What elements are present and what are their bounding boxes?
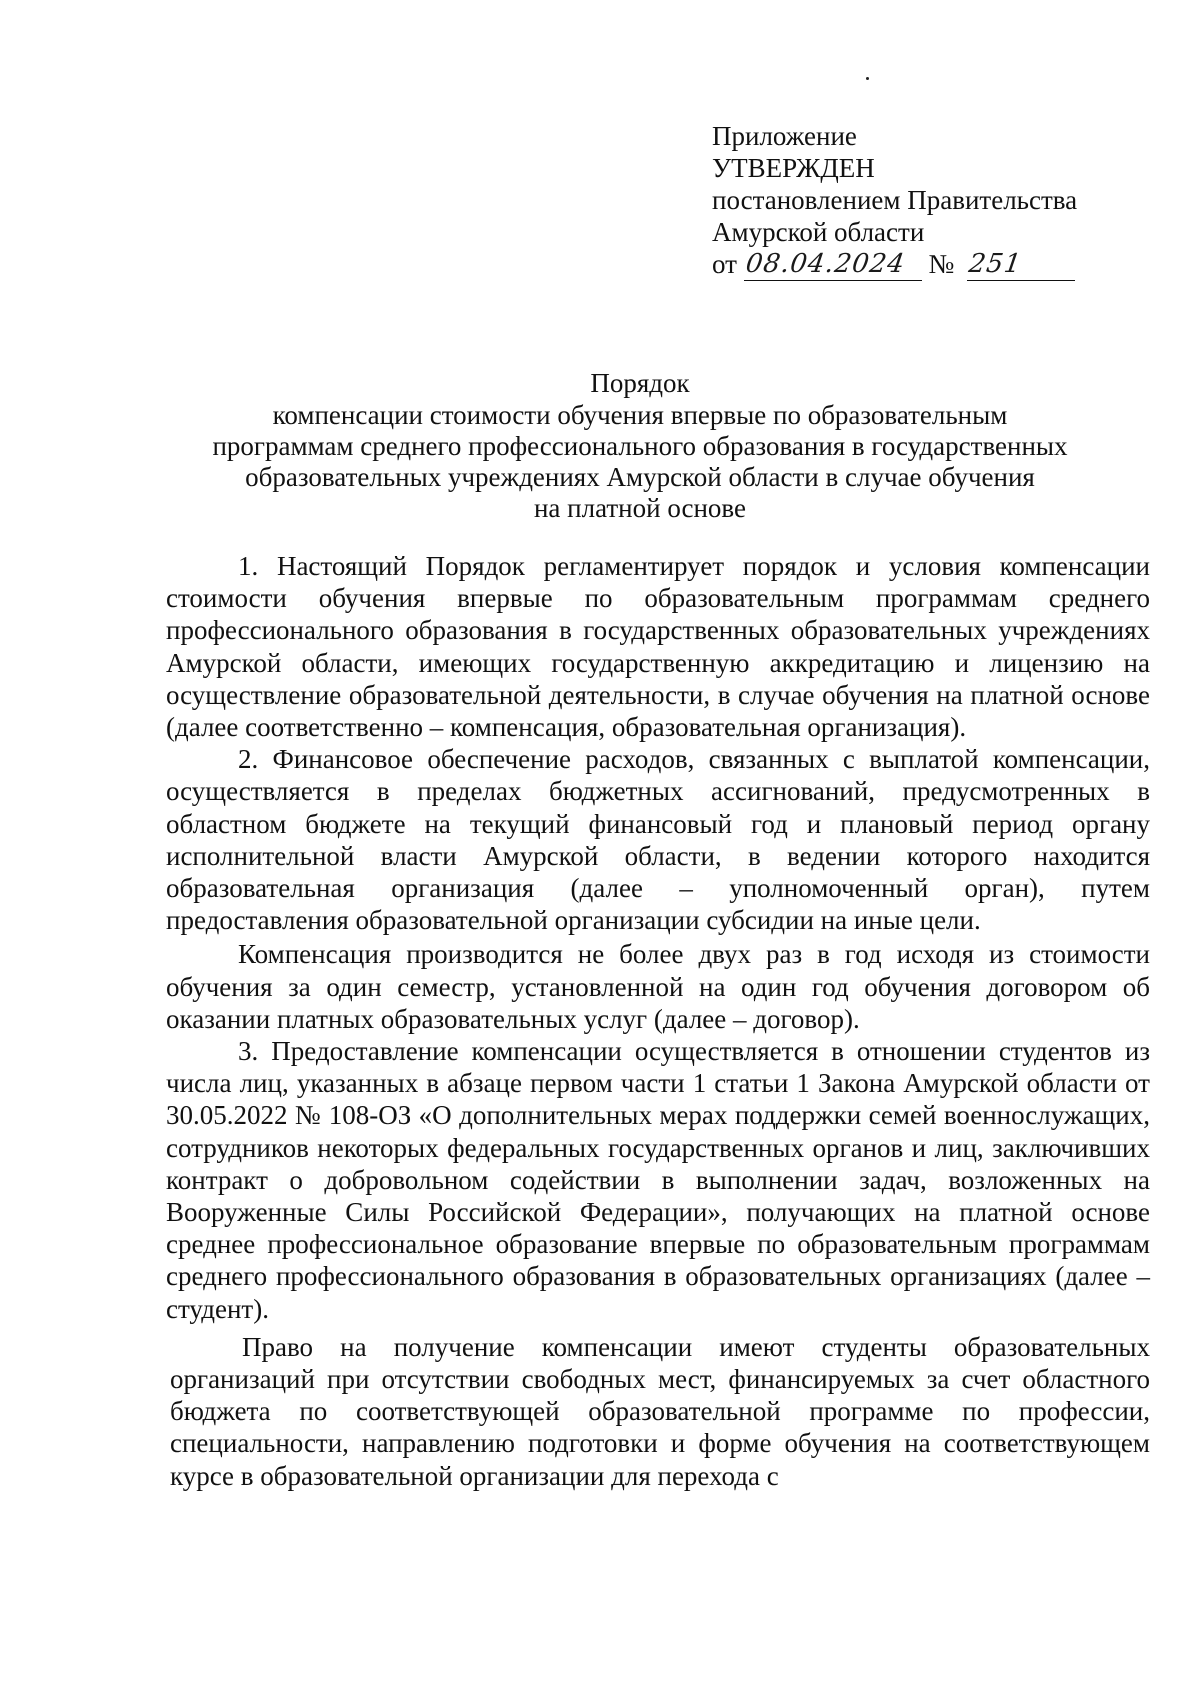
handwritten-number: 251 — [966, 249, 1024, 279]
paragraph-4: 3. Предоставление компенсации осуществляется в отношении студентов из числа лиц, указанных в абзаце первом части 1 статьи 1 Закона Амурской области от 30.05.2022 № 108-ОЗ «О дополнительных мерах поддержки семей военнослужащих, сотрудников некоторых федеральных государственных органов и лиц, заключивших контракт о добровольном содействии в выполнении задач, возложенных на Вооруженные Силы Российской Федерации», получающих на платной основе среднее профессиональное образование впервые по образовательным программам среднего профессионального образования в образовательных организациях (далее – студент). — [166, 1036, 1150, 1324]
title-heading: Порядок — [590, 368, 690, 398]
approved-label: УТВЕРЖДЕН — [712, 153, 875, 183]
title-line-3: образовательных учреждениях Амурской области в случае обучения — [245, 462, 1035, 492]
document-title — [160, 368, 1120, 524]
paragraph-1: 1. Настоящий Порядок регламентирует порядок и условия компенсации стоимости обучения впервые по образовательным программам среднего профессионального образования в государственных образовательных учреждениях Амурской области, имеющих государственную аккредитацию и лицензию на осуществление образовательной деятельности, в случае обучения на платной основе (далее соответственно – компенсация, образовательная организация). — [166, 551, 1150, 743]
date-number-line — [712, 248, 1132, 281]
document-body — [166, 550, 1150, 1492]
handwritten-date: 08.04.2024 — [743, 249, 907, 279]
number-prefix: № — [928, 249, 955, 279]
scan-speck — [866, 77, 869, 80]
paragraph-5: Право на получение компенсации имеют студенты образовательных организаций при отсутствии свободных мест, финансируемых за счет областного бюджета по соответствующей образовательной программе по профессии, специальности, направлению подготовки и форме обучения на соответствующем курсе в образовательной организации для перехода с — [170, 1331, 1150, 1491]
resolution-label: постановлением Правительства — [712, 185, 1078, 215]
date-prefix: от — [712, 249, 737, 279]
paragraph-2: 2. Финансовое обеспечение расходов, связанных с выплатой компенсации, осуществляется в пределах бюджетных ассигнований, предусмотренных в областном бюджете на текущий финансовый год и плановый период органу исполнительной власти Амурской области, в ведении которого находится образовательная организация (далее – уполномоченный орган), путем предоставления образовательной организации субсидии на иные цели. — [166, 744, 1150, 936]
number-field — [967, 248, 1075, 281]
date-field — [744, 248, 922, 281]
title-line-2: программам среднего профессионального образования в государственных — [212, 431, 1068, 461]
paragraph-3: Компенсация производится не более двух раз в год исходя из стоимости обучения за один семестр, установленной на один год обучения договором об оказании платных образовательных услуг (далее – договор). — [166, 939, 1150, 1034]
approval-stamp-block — [712, 120, 1132, 281]
title-line-1: компенсации стоимости обучения впервые по образовательным — [272, 400, 1008, 430]
region-label: Амурской области — [712, 217, 925, 247]
appendix-label: Приложение — [712, 121, 857, 151]
title-line-4: на платной основе — [533, 493, 747, 523]
